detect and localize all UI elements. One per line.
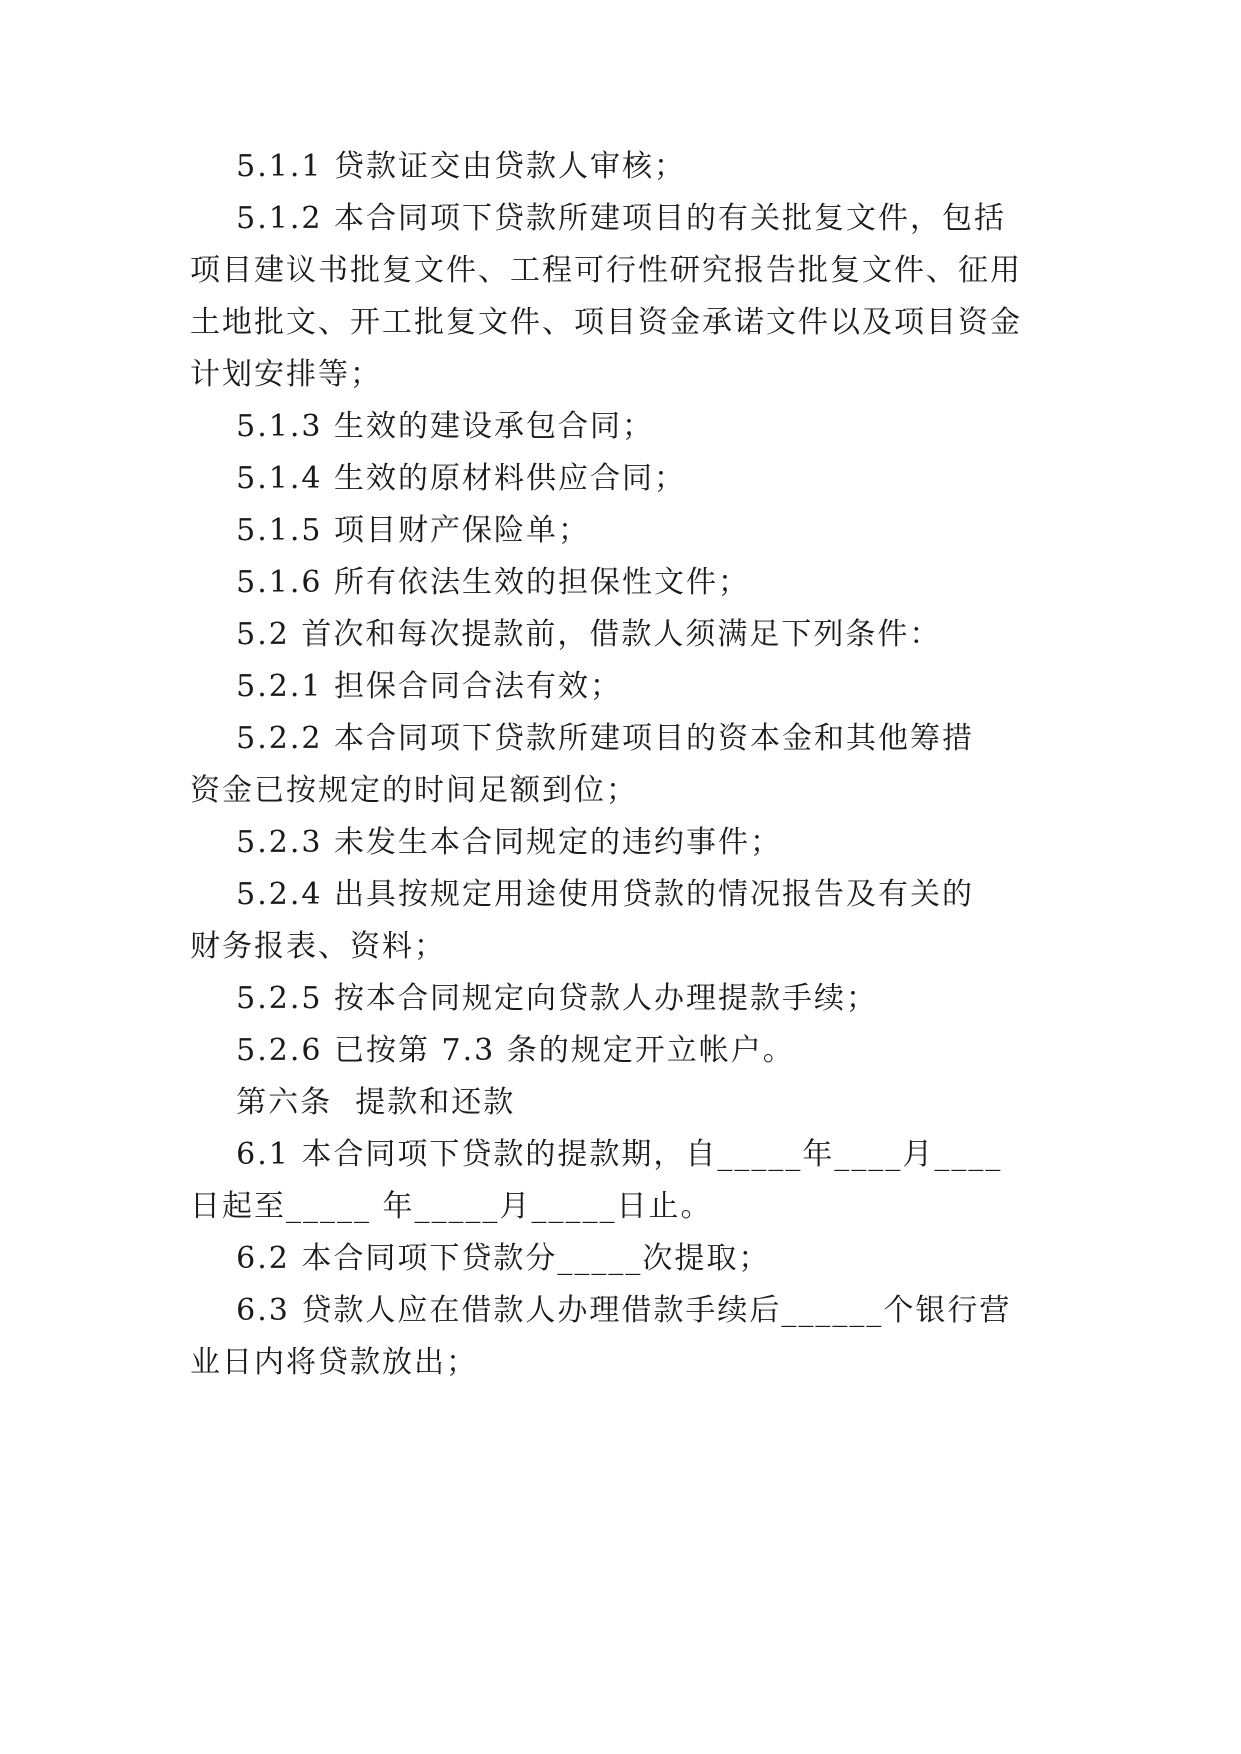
text-line: 财务报表、资料；	[190, 929, 446, 964]
text-line: 5.1.5 项目财产保险单；	[190, 513, 591, 548]
text-line: 5.2.6 已按第 7.3 条的规定开立帐户。	[190, 1033, 795, 1068]
section-heading: 第六条 提款和还款	[190, 1085, 516, 1120]
text-line: 土地批文、开工批复文件、项目资金承诺文件以及项目资金	[190, 305, 1022, 340]
text-line: 5.2.1 担保合同合法有效；	[190, 669, 623, 704]
text-line: 业日内将贷款放出；	[190, 1345, 478, 1380]
text-line: 项目建议书批复文件、工程可行性研究报告批复文件、征用	[190, 253, 1022, 288]
text-line: 日起至_____ 年_____月_____日止。	[190, 1189, 713, 1224]
text-line: 5.2.3 未发生本合同规定的违约事件；	[190, 825, 783, 860]
text-line: 计划安排等；	[190, 357, 382, 392]
text-line: 6.3 贷款人应在借款人办理借款手续后______个银行营	[190, 1293, 1012, 1328]
text-line: 5.1.2 本合同项下贷款所建项目的有关批复文件，包括	[190, 201, 1007, 236]
text-line: 6.1 本合同项下贷款的提款期，自_____年____月____	[190, 1137, 1003, 1172]
text-line: 5.1.3 生效的建设承包合同；	[190, 409, 655, 444]
text-line: 5.2.5 按本合同规定向贷款人办理提款手续；	[190, 981, 879, 1016]
text-line: 5.1.6 所有依法生效的担保性文件；	[190, 565, 751, 600]
text-line: 5.2.2 本合同项下贷款所建项目的资本金和其他筹措	[190, 721, 975, 756]
text-line: 6.2 本合同项下贷款分_____次提取；	[190, 1241, 771, 1276]
text-line: 资金已按规定的时间足额到位；	[190, 773, 638, 808]
text-line: 5.2 首次和每次提款前，借款人须满足下列条件：	[190, 617, 942, 652]
text-line: 5.2.4 出具按规定用途使用贷款的情况报告及有关的	[190, 877, 975, 912]
text-line: 5.1.4 生效的原材料供应合同；	[190, 461, 687, 496]
text-line: 5.1.1 贷款证交由贷款人审核；	[190, 149, 687, 184]
